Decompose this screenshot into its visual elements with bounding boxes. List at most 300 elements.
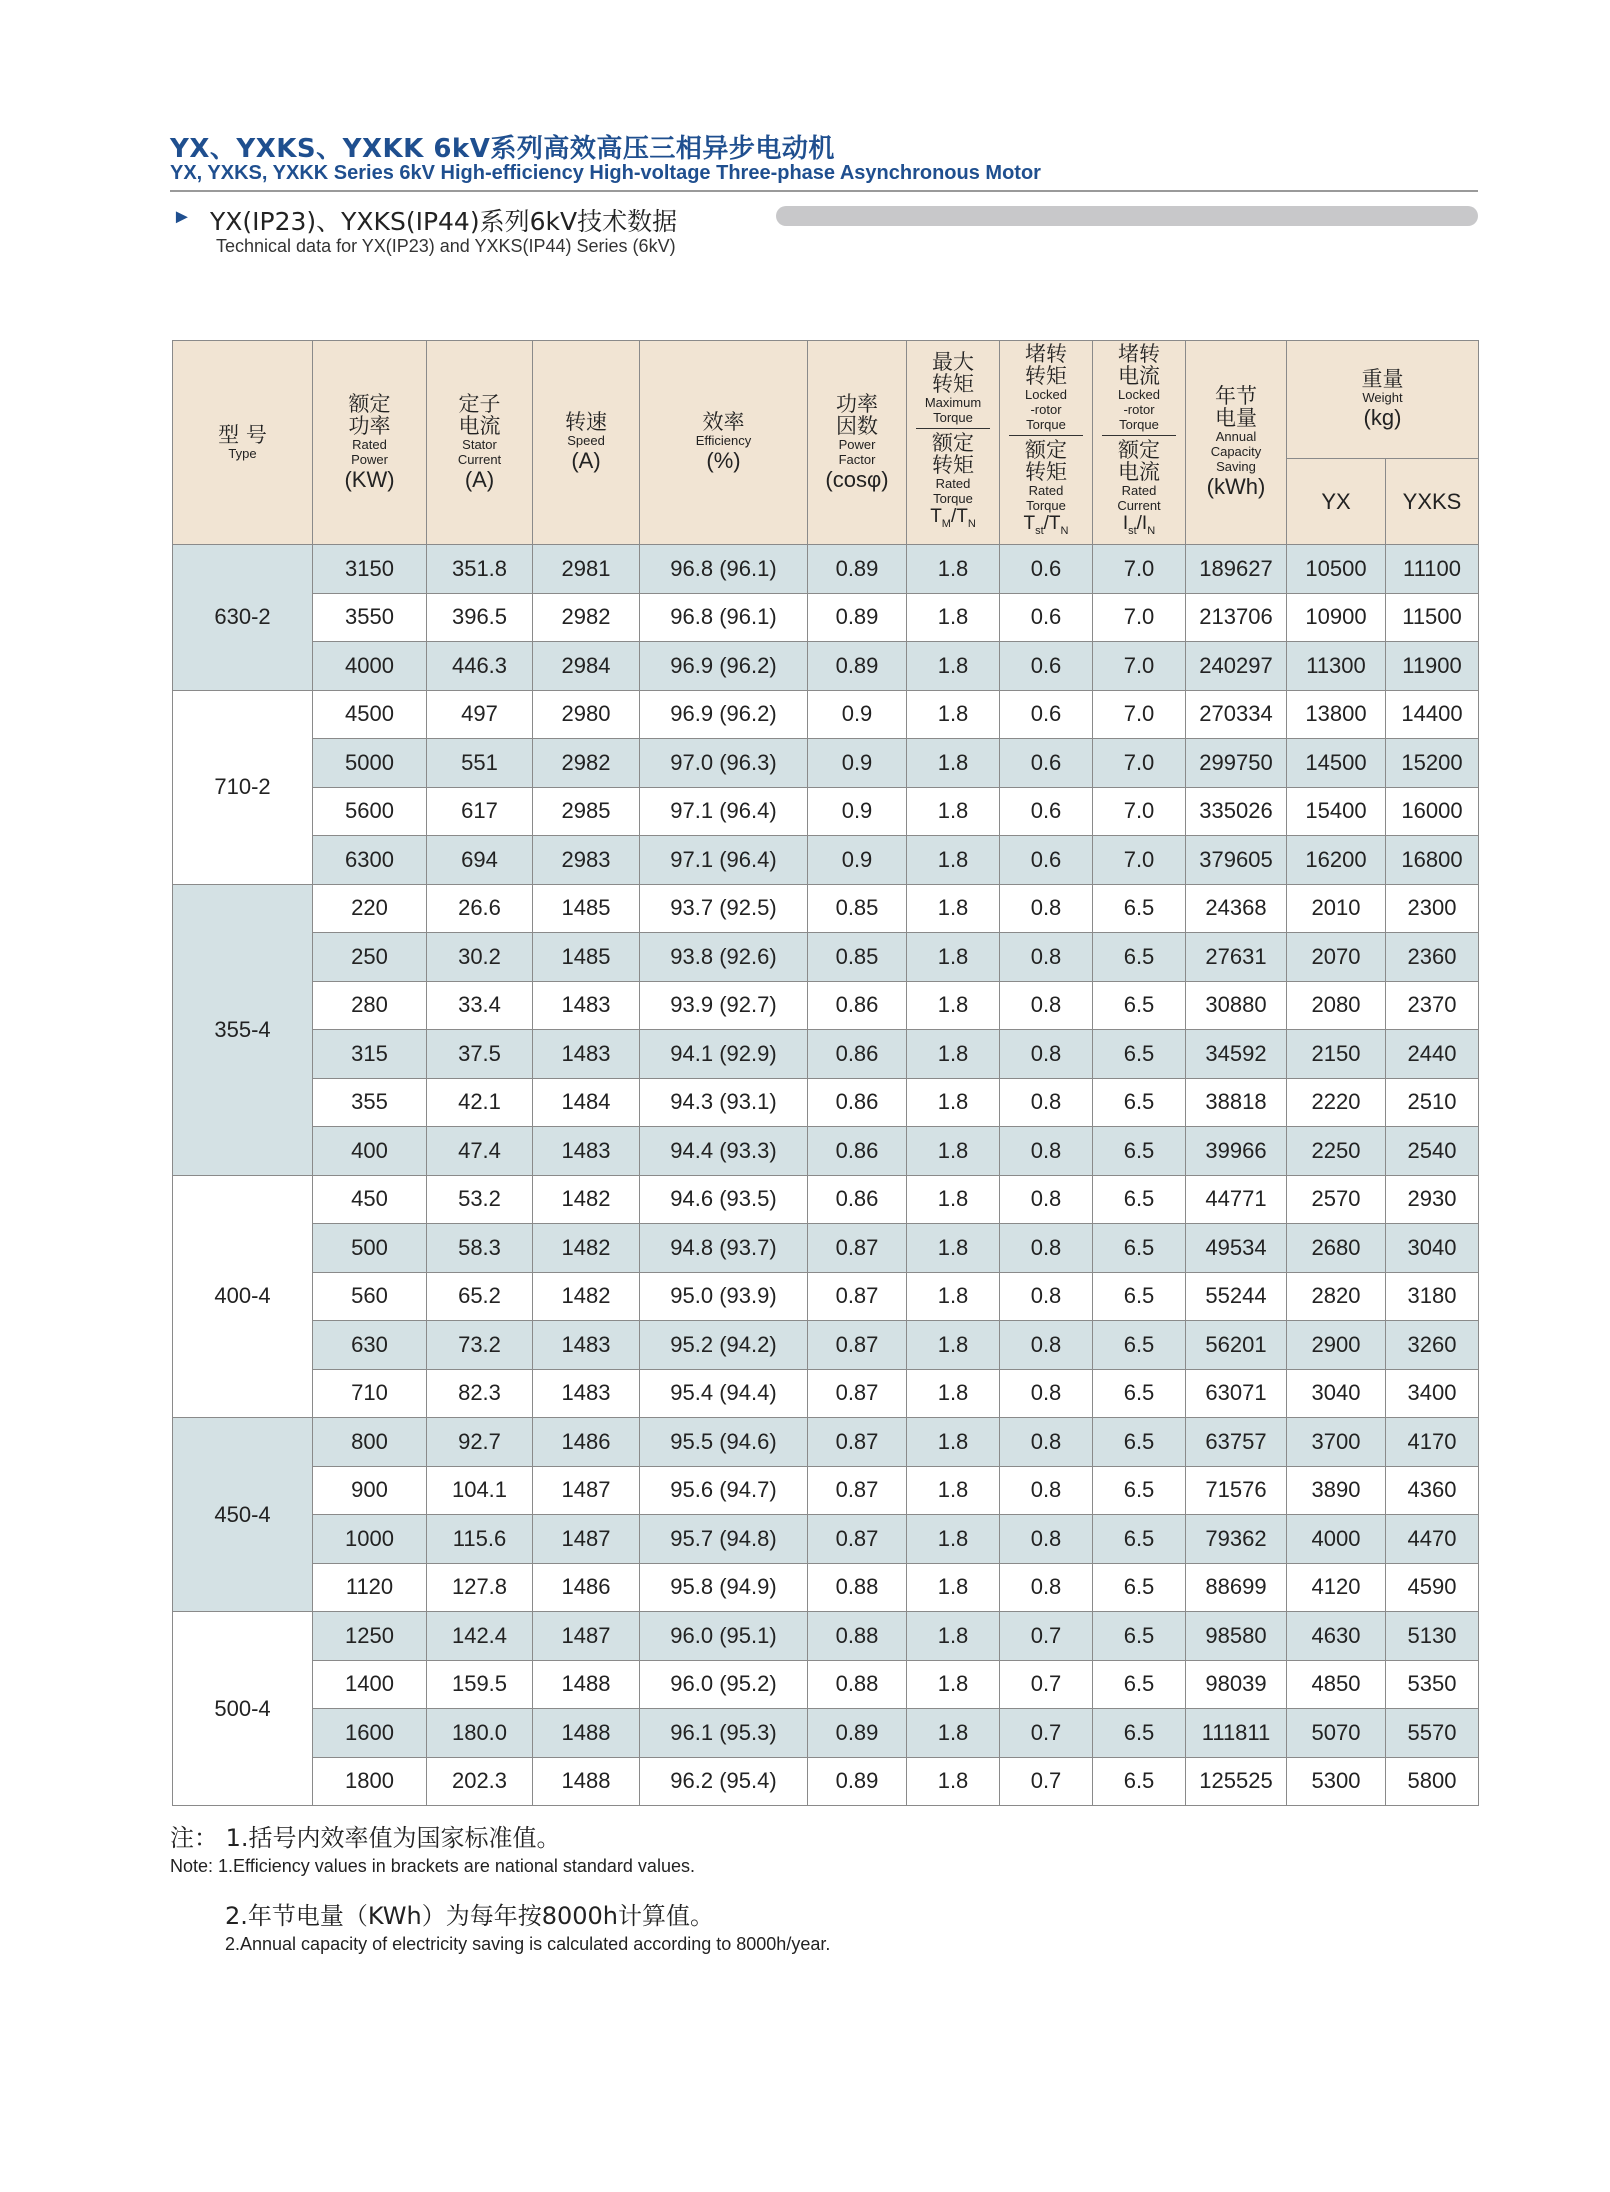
cell-power-factor: 0.87 bbox=[808, 1369, 907, 1418]
cell-annual-saving: 24368 bbox=[1186, 884, 1287, 933]
cell-weight-yxks: 16800 bbox=[1386, 836, 1479, 885]
cell-speed: 1488 bbox=[533, 1709, 640, 1758]
cell-weight-yx: 3890 bbox=[1287, 1466, 1386, 1515]
cell-weight-yxks: 11500 bbox=[1386, 593, 1479, 642]
cell-weight-yx: 13800 bbox=[1287, 690, 1386, 739]
cell-locked-current-ratio: 6.5 bbox=[1093, 933, 1186, 982]
cell-weight-yxks: 2370 bbox=[1386, 981, 1479, 1030]
cell-locked-torque-ratio: 0.8 bbox=[1000, 1563, 1093, 1612]
title-divider bbox=[170, 190, 1478, 192]
cell-power-factor: 0.88 bbox=[808, 1660, 907, 1709]
cell-weight-yx: 4000 bbox=[1287, 1515, 1386, 1564]
cell-max-torque-ratio: 1.8 bbox=[907, 836, 1000, 885]
cell-efficiency: 93.7 (92.5) bbox=[640, 884, 808, 933]
cell-locked-torque-ratio: 0.8 bbox=[1000, 1515, 1093, 1564]
cell-weight-yx: 5300 bbox=[1287, 1757, 1386, 1806]
cell-weight-yxks: 2440 bbox=[1386, 1030, 1479, 1079]
cell-rated-power: 280 bbox=[313, 981, 427, 1030]
header-speed: 转速 Speed (A) bbox=[533, 341, 640, 545]
cell-max-torque-ratio: 1.8 bbox=[907, 1078, 1000, 1127]
cell-max-torque-ratio: 1.8 bbox=[907, 642, 1000, 691]
cell-efficiency: 95.6 (94.7) bbox=[640, 1466, 808, 1515]
note-1-en: Note: 1.Efficiency values in brackets are national standard values. bbox=[170, 1856, 695, 1876]
cell-annual-saving: 55244 bbox=[1186, 1272, 1287, 1321]
cell-annual-saving: 34592 bbox=[1186, 1030, 1287, 1079]
cell-locked-torque-ratio: 0.8 bbox=[1000, 1127, 1093, 1176]
cell-locked-current-ratio: 6.5 bbox=[1093, 1660, 1186, 1709]
cell-power-factor: 0.87 bbox=[808, 1272, 907, 1321]
table-row bbox=[173, 1224, 1479, 1273]
cell-weight-yx: 10900 bbox=[1287, 593, 1386, 642]
cell-max-torque-ratio: 1.8 bbox=[907, 1030, 1000, 1079]
cell-stator-current: 53.2 bbox=[427, 1175, 533, 1224]
cell-locked-torque-ratio: 0.8 bbox=[1000, 1369, 1093, 1418]
cell-efficiency: 96.9 (96.2) bbox=[640, 690, 808, 739]
table-row bbox=[173, 642, 1479, 691]
header-weight: 重量 Weight (kg) bbox=[1287, 341, 1479, 459]
header-locked-current-ratio: 堵转 电流 Locked -rotor Torque 额定 电流 Rated Current $I_{st}/I_N$ bbox=[1093, 341, 1186, 545]
cell-stator-current: 33.4 bbox=[427, 981, 533, 1030]
cell-efficiency: 94.3 (93.1) bbox=[640, 1078, 808, 1127]
cell-efficiency: 95.4 (94.4) bbox=[640, 1369, 808, 1418]
cell-weight-yxks: 2360 bbox=[1386, 933, 1479, 982]
cell-weight-yxks: 5570 bbox=[1386, 1709, 1479, 1758]
cell-max-torque-ratio: 1.8 bbox=[907, 1709, 1000, 1758]
cell-weight-yxks: 2540 bbox=[1386, 1127, 1479, 1176]
cell-weight-yx: 5070 bbox=[1287, 1709, 1386, 1758]
table-row bbox=[173, 1272, 1479, 1321]
cell-efficiency: 94.6 (93.5) bbox=[640, 1175, 808, 1224]
cell-weight-yx: 2010 bbox=[1287, 884, 1386, 933]
type-cell: 630-2 bbox=[173, 545, 313, 691]
cell-stator-current: 180.0 bbox=[427, 1709, 533, 1758]
table-row bbox=[173, 787, 1479, 836]
cell-stator-current: 617 bbox=[427, 787, 533, 836]
cell-locked-torque-ratio: 0.8 bbox=[1000, 981, 1093, 1030]
table-row bbox=[173, 1515, 1479, 1564]
cell-power-factor: 0.87 bbox=[808, 1418, 907, 1467]
cell-efficiency: 96.2 (95.4) bbox=[640, 1757, 808, 1806]
table-row bbox=[173, 1321, 1479, 1370]
cell-annual-saving: 299750 bbox=[1186, 739, 1287, 788]
cell-locked-current-ratio: 6.5 bbox=[1093, 1030, 1186, 1079]
cell-max-torque-ratio: 1.8 bbox=[907, 690, 1000, 739]
cell-speed: 1483 bbox=[533, 1127, 640, 1176]
cell-rated-power: 4500 bbox=[313, 690, 427, 739]
cell-rated-power: 1120 bbox=[313, 1563, 427, 1612]
cell-rated-power: 3150 bbox=[313, 545, 427, 594]
cell-locked-current-ratio: 6.5 bbox=[1093, 1078, 1186, 1127]
cell-efficiency: 96.0 (95.1) bbox=[640, 1612, 808, 1661]
cell-annual-saving: 379605 bbox=[1186, 836, 1287, 885]
cell-locked-torque-ratio: 0.7 bbox=[1000, 1660, 1093, 1709]
cell-power-factor: 0.89 bbox=[808, 642, 907, 691]
cell-weight-yx: 2220 bbox=[1287, 1078, 1386, 1127]
cell-power-factor: 0.87 bbox=[808, 1515, 907, 1564]
cell-rated-power: 1600 bbox=[313, 1709, 427, 1758]
cell-speed: 2982 bbox=[533, 739, 640, 788]
cell-locked-torque-ratio: 0.8 bbox=[1000, 1175, 1093, 1224]
cell-weight-yx: 2070 bbox=[1287, 933, 1386, 982]
cell-efficiency: 97.1 (96.4) bbox=[640, 836, 808, 885]
cell-power-factor: 0.9 bbox=[808, 787, 907, 836]
table-row bbox=[173, 1757, 1479, 1806]
cell-locked-torque-ratio: 0.6 bbox=[1000, 787, 1093, 836]
table-row bbox=[173, 1709, 1479, 1758]
cell-speed: 1488 bbox=[533, 1757, 640, 1806]
cell-locked-current-ratio: 7.0 bbox=[1093, 787, 1186, 836]
header-rated-power: 额定 功率 Rated Power (KW) bbox=[313, 341, 427, 545]
cell-locked-current-ratio: 6.5 bbox=[1093, 1709, 1186, 1758]
cell-stator-current: 82.3 bbox=[427, 1369, 533, 1418]
table-row bbox=[173, 1466, 1479, 1515]
cell-power-factor: 0.88 bbox=[808, 1612, 907, 1661]
cell-speed: 1485 bbox=[533, 933, 640, 982]
cell-efficiency: 93.8 (92.6) bbox=[640, 933, 808, 982]
cell-weight-yxks: 16000 bbox=[1386, 787, 1479, 836]
cell-power-factor: 0.89 bbox=[808, 545, 907, 594]
cell-annual-saving: 56201 bbox=[1186, 1321, 1287, 1370]
note-1-cn: 注： 1.括号内效率值为国家标准值。 bbox=[170, 1824, 561, 1852]
cell-annual-saving: 98580 bbox=[1186, 1612, 1287, 1661]
cell-power-factor: 0.89 bbox=[808, 593, 907, 642]
cell-stator-current: 351.8 bbox=[427, 545, 533, 594]
cell-max-torque-ratio: 1.8 bbox=[907, 787, 1000, 836]
cell-locked-current-ratio: 6.5 bbox=[1093, 1418, 1186, 1467]
cell-annual-saving: 213706 bbox=[1186, 593, 1287, 642]
cell-speed: 1483 bbox=[533, 981, 640, 1030]
cell-weight-yxks: 3400 bbox=[1386, 1369, 1479, 1418]
cell-max-torque-ratio: 1.8 bbox=[907, 739, 1000, 788]
triangle-bullet-icon: ► bbox=[172, 206, 192, 228]
table-row bbox=[173, 545, 1479, 594]
cell-stator-current: 127.8 bbox=[427, 1563, 533, 1612]
cell-power-factor: 0.86 bbox=[808, 1175, 907, 1224]
table-row bbox=[173, 1030, 1479, 1079]
cell-weight-yxks: 3180 bbox=[1386, 1272, 1479, 1321]
cell-stator-current: 142.4 bbox=[427, 1612, 533, 1661]
type-cell: 450-4 bbox=[173, 1418, 313, 1612]
cell-max-torque-ratio: 1.8 bbox=[907, 1321, 1000, 1370]
cell-weight-yx: 4630 bbox=[1287, 1612, 1386, 1661]
cell-rated-power: 220 bbox=[313, 884, 427, 933]
table-row bbox=[173, 1418, 1479, 1467]
cell-rated-power: 800 bbox=[313, 1418, 427, 1467]
header-locked-torque-ratio: 堵转 转矩 Locked -rotor Torque 额定 转矩 Rated Torque $T_{st}/T_N$ bbox=[1000, 341, 1093, 545]
cell-locked-torque-ratio: 0.7 bbox=[1000, 1757, 1093, 1806]
cell-annual-saving: 38818 bbox=[1186, 1078, 1287, 1127]
cell-weight-yx: 2900 bbox=[1287, 1321, 1386, 1370]
cell-rated-power: 4000 bbox=[313, 642, 427, 691]
cell-efficiency: 96.9 (96.2) bbox=[640, 642, 808, 691]
cell-stator-current: 694 bbox=[427, 836, 533, 885]
cell-locked-current-ratio: 6.5 bbox=[1093, 1224, 1186, 1273]
cell-locked-torque-ratio: 0.8 bbox=[1000, 1078, 1093, 1127]
cell-locked-current-ratio: 7.0 bbox=[1093, 545, 1186, 594]
cell-weight-yxks: 5800 bbox=[1386, 1757, 1479, 1806]
cell-locked-current-ratio: 6.5 bbox=[1093, 1321, 1186, 1370]
type-cell: 355-4 bbox=[173, 884, 313, 1175]
cell-power-factor: 0.87 bbox=[808, 1224, 907, 1273]
cell-speed: 1484 bbox=[533, 1078, 640, 1127]
cell-locked-current-ratio: 6.5 bbox=[1093, 884, 1186, 933]
cell-weight-yx: 2680 bbox=[1287, 1224, 1386, 1273]
cell-efficiency: 94.4 (93.3) bbox=[640, 1127, 808, 1176]
cell-stator-current: 446.3 bbox=[427, 642, 533, 691]
cell-speed: 2981 bbox=[533, 545, 640, 594]
cell-max-torque-ratio: 1.8 bbox=[907, 1660, 1000, 1709]
cell-locked-torque-ratio: 0.8 bbox=[1000, 1466, 1093, 1515]
cell-power-factor: 0.86 bbox=[808, 1030, 907, 1079]
cell-weight-yx: 15400 bbox=[1287, 787, 1386, 836]
cell-locked-torque-ratio: 0.8 bbox=[1000, 1272, 1093, 1321]
note-2-cn: 2.年节电量（KWh）为每年按8000h计算值。 bbox=[225, 1902, 715, 1930]
cell-speed: 1486 bbox=[533, 1418, 640, 1467]
type-cell: 710-2 bbox=[173, 690, 313, 884]
cell-speed: 1486 bbox=[533, 1563, 640, 1612]
cell-annual-saving: 79362 bbox=[1186, 1515, 1287, 1564]
cell-locked-torque-ratio: 0.6 bbox=[1000, 690, 1093, 739]
cell-stator-current: 202.3 bbox=[427, 1757, 533, 1806]
cell-efficiency: 93.9 (92.7) bbox=[640, 981, 808, 1030]
cell-locked-torque-ratio: 0.8 bbox=[1000, 1418, 1093, 1467]
cell-locked-current-ratio: 6.5 bbox=[1093, 1127, 1186, 1176]
cell-max-torque-ratio: 1.8 bbox=[907, 545, 1000, 594]
cell-annual-saving: 63757 bbox=[1186, 1418, 1287, 1467]
table-row bbox=[173, 884, 1479, 933]
cell-weight-yxks: 11100 bbox=[1386, 545, 1479, 594]
cell-rated-power: 1000 bbox=[313, 1515, 427, 1564]
cell-rated-power: 6300 bbox=[313, 836, 427, 885]
header-max-torque-ratio: 最大 转矩 Maximum Torque 额定 转矩 Rated Torque $T_M/T_N$ bbox=[907, 341, 1000, 545]
table-row bbox=[173, 1612, 1479, 1661]
table-row bbox=[173, 1127, 1479, 1176]
header-power-factor: 功率 因数 Power Factor (cosφ) bbox=[808, 341, 907, 545]
cell-weight-yxks: 2930 bbox=[1386, 1175, 1479, 1224]
cell-annual-saving: 63071 bbox=[1186, 1369, 1287, 1418]
cell-stator-current: 92.7 bbox=[427, 1418, 533, 1467]
cell-max-torque-ratio: 1.8 bbox=[907, 1418, 1000, 1467]
cell-stator-current: 497 bbox=[427, 690, 533, 739]
cell-locked-torque-ratio: 0.6 bbox=[1000, 642, 1093, 691]
type-cell: 400-4 bbox=[173, 1175, 313, 1418]
cell-max-torque-ratio: 1.8 bbox=[907, 1515, 1000, 1564]
cell-annual-saving: 88699 bbox=[1186, 1563, 1287, 1612]
cell-speed: 2980 bbox=[533, 690, 640, 739]
table-row bbox=[173, 1175, 1479, 1224]
cell-weight-yx: 4850 bbox=[1287, 1660, 1386, 1709]
cell-weight-yxks: 3260 bbox=[1386, 1321, 1479, 1370]
header-annual-saving: 年节 电量 Annual Capacity Saving (kWh) bbox=[1186, 341, 1287, 545]
cell-max-torque-ratio: 1.8 bbox=[907, 1757, 1000, 1806]
cell-annual-saving: 189627 bbox=[1186, 545, 1287, 594]
cell-annual-saving: 240297 bbox=[1186, 642, 1287, 691]
cell-locked-current-ratio: 6.5 bbox=[1093, 1515, 1186, 1564]
cell-max-torque-ratio: 1.8 bbox=[907, 1563, 1000, 1612]
table-row bbox=[173, 1369, 1479, 1418]
cell-locked-current-ratio: 7.0 bbox=[1093, 642, 1186, 691]
cell-rated-power: 710 bbox=[313, 1369, 427, 1418]
cell-rated-power: 400 bbox=[313, 1127, 427, 1176]
cell-weight-yxks: 5130 bbox=[1386, 1612, 1479, 1661]
type-cell: 500-4 bbox=[173, 1612, 313, 1806]
table-row bbox=[173, 690, 1479, 739]
cell-annual-saving: 30880 bbox=[1186, 981, 1287, 1030]
cell-locked-current-ratio: 6.5 bbox=[1093, 1175, 1186, 1224]
cell-efficiency: 96.0 (95.2) bbox=[640, 1660, 808, 1709]
cell-stator-current: 26.6 bbox=[427, 884, 533, 933]
cell-weight-yx: 4120 bbox=[1287, 1563, 1386, 1612]
cell-stator-current: 396.5 bbox=[427, 593, 533, 642]
cell-rated-power: 1250 bbox=[313, 1612, 427, 1661]
cell-max-torque-ratio: 1.8 bbox=[907, 1175, 1000, 1224]
cell-locked-torque-ratio: 0.6 bbox=[1000, 545, 1093, 594]
cell-speed: 1483 bbox=[533, 1030, 640, 1079]
cell-locked-torque-ratio: 0.8 bbox=[1000, 933, 1093, 982]
cell-max-torque-ratio: 1.8 bbox=[907, 1127, 1000, 1176]
cell-locked-torque-ratio: 0.6 bbox=[1000, 739, 1093, 788]
cell-max-torque-ratio: 1.8 bbox=[907, 1272, 1000, 1321]
cell-annual-saving: 270334 bbox=[1186, 690, 1287, 739]
cell-weight-yx: 11300 bbox=[1287, 642, 1386, 691]
table-body bbox=[173, 545, 1479, 1806]
page-title-en: YX, YXKS, YXKK Series 6kV High-efficiency High-voltage Three-phase Asynchronous Motor bbox=[170, 162, 1041, 184]
cell-locked-torque-ratio: 0.8 bbox=[1000, 884, 1093, 933]
cell-efficiency: 94.1 (92.9) bbox=[640, 1030, 808, 1079]
cell-annual-saving: 71576 bbox=[1186, 1466, 1287, 1515]
cell-weight-yx: 2150 bbox=[1287, 1030, 1386, 1079]
cell-stator-current: 42.1 bbox=[427, 1078, 533, 1127]
cell-stator-current: 47.4 bbox=[427, 1127, 533, 1176]
cell-max-torque-ratio: 1.8 bbox=[907, 1224, 1000, 1273]
cell-max-torque-ratio: 1.8 bbox=[907, 884, 1000, 933]
table-row bbox=[173, 1078, 1479, 1127]
cell-speed: 2983 bbox=[533, 836, 640, 885]
cell-power-factor: 0.9 bbox=[808, 739, 907, 788]
cell-locked-torque-ratio: 0.6 bbox=[1000, 836, 1093, 885]
cell-rated-power: 560 bbox=[313, 1272, 427, 1321]
cell-speed: 2985 bbox=[533, 787, 640, 836]
cell-locked-torque-ratio: 0.8 bbox=[1000, 1030, 1093, 1079]
cell-efficiency: 95.5 (94.6) bbox=[640, 1418, 808, 1467]
cell-efficiency: 95.8 (94.9) bbox=[640, 1563, 808, 1612]
cell-weight-yxks: 2510 bbox=[1386, 1078, 1479, 1127]
cell-annual-saving: 111811 bbox=[1186, 1709, 1287, 1758]
cell-annual-saving: 44771 bbox=[1186, 1175, 1287, 1224]
cell-locked-current-ratio: 6.5 bbox=[1093, 1272, 1186, 1321]
cell-weight-yx: 2570 bbox=[1287, 1175, 1386, 1224]
cell-speed: 1483 bbox=[533, 1369, 640, 1418]
cell-weight-yx: 2250 bbox=[1287, 1127, 1386, 1176]
cell-rated-power: 1400 bbox=[313, 1660, 427, 1709]
cell-rated-power: 3550 bbox=[313, 593, 427, 642]
cell-locked-current-ratio: 6.5 bbox=[1093, 1466, 1186, 1515]
cell-locked-torque-ratio: 0.8 bbox=[1000, 1321, 1093, 1370]
cell-efficiency: 95.0 (93.9) bbox=[640, 1272, 808, 1321]
cell-locked-torque-ratio: 0.6 bbox=[1000, 593, 1093, 642]
cell-locked-current-ratio: 6.5 bbox=[1093, 1563, 1186, 1612]
cell-rated-power: 355 bbox=[313, 1078, 427, 1127]
cell-efficiency: 95.2 (94.2) bbox=[640, 1321, 808, 1370]
cell-max-torque-ratio: 1.8 bbox=[907, 1369, 1000, 1418]
cell-speed: 1485 bbox=[533, 884, 640, 933]
page-title-cn: YX、YXKS、YXKK 6kV系列高效高压三相异步电动机 bbox=[170, 134, 835, 164]
cell-annual-saving: 125525 bbox=[1186, 1757, 1287, 1806]
cell-locked-torque-ratio: 0.7 bbox=[1000, 1612, 1093, 1661]
cell-power-factor: 0.86 bbox=[808, 1127, 907, 1176]
section-decor-bar bbox=[776, 206, 1478, 226]
cell-max-torque-ratio: 1.8 bbox=[907, 933, 1000, 982]
cell-stator-current: 104.1 bbox=[427, 1466, 533, 1515]
cell-efficiency: 95.7 (94.8) bbox=[640, 1515, 808, 1564]
cell-power-factor: 0.85 bbox=[808, 933, 907, 982]
cell-stator-current: 551 bbox=[427, 739, 533, 788]
cell-annual-saving: 39966 bbox=[1186, 1127, 1287, 1176]
cell-weight-yx: 14500 bbox=[1287, 739, 1386, 788]
cell-efficiency: 97.0 (96.3) bbox=[640, 739, 808, 788]
cell-power-factor: 0.87 bbox=[808, 1321, 907, 1370]
cell-max-torque-ratio: 1.8 bbox=[907, 1466, 1000, 1515]
header-efficiency: 效率 Efficiency (%) bbox=[640, 341, 808, 545]
cell-max-torque-ratio: 1.8 bbox=[907, 981, 1000, 1030]
cell-speed: 1482 bbox=[533, 1272, 640, 1321]
header-weight-yx: YX bbox=[1287, 459, 1386, 545]
cell-speed: 1482 bbox=[533, 1224, 640, 1273]
table-row bbox=[173, 593, 1479, 642]
cell-locked-current-ratio: 7.0 bbox=[1093, 690, 1186, 739]
cell-weight-yxks: 2300 bbox=[1386, 884, 1479, 933]
cell-power-factor: 0.88 bbox=[808, 1563, 907, 1612]
header-stator-current: 定子 电流 Stator Current (A) bbox=[427, 341, 533, 545]
cell-power-factor: 0.9 bbox=[808, 690, 907, 739]
technical-data-table bbox=[172, 340, 1479, 1806]
cell-efficiency: 96.1 (95.3) bbox=[640, 1709, 808, 1758]
cell-efficiency: 94.8 (93.7) bbox=[640, 1224, 808, 1273]
cell-weight-yxks: 4470 bbox=[1386, 1515, 1479, 1564]
table-row bbox=[173, 933, 1479, 982]
cell-max-torque-ratio: 1.8 bbox=[907, 1612, 1000, 1661]
cell-rated-power: 250 bbox=[313, 933, 427, 982]
cell-locked-current-ratio: 7.0 bbox=[1093, 836, 1186, 885]
cell-weight-yxks: 14400 bbox=[1386, 690, 1479, 739]
cell-speed: 1483 bbox=[533, 1321, 640, 1370]
cell-locked-current-ratio: 7.0 bbox=[1093, 593, 1186, 642]
cell-weight-yxks: 4170 bbox=[1386, 1418, 1479, 1467]
cell-rated-power: 500 bbox=[313, 1224, 427, 1273]
cell-annual-saving: 335026 bbox=[1186, 787, 1287, 836]
cell-weight-yx: 2820 bbox=[1287, 1272, 1386, 1321]
cell-weight-yx: 10500 bbox=[1287, 545, 1386, 594]
cell-power-factor: 0.86 bbox=[808, 1078, 907, 1127]
cell-stator-current: 115.6 bbox=[427, 1515, 533, 1564]
cell-weight-yxks: 15200 bbox=[1386, 739, 1479, 788]
cell-annual-saving: 49534 bbox=[1186, 1224, 1287, 1273]
cell-power-factor: 0.89 bbox=[808, 1757, 907, 1806]
cell-efficiency: 97.1 (96.4) bbox=[640, 787, 808, 836]
cell-weight-yxks: 4590 bbox=[1386, 1563, 1479, 1612]
cell-rated-power: 315 bbox=[313, 1030, 427, 1079]
cell-efficiency: 96.8 (96.1) bbox=[640, 593, 808, 642]
cell-power-factor: 0.85 bbox=[808, 884, 907, 933]
header-type: 型 号 Type bbox=[173, 341, 313, 545]
cell-speed: 2984 bbox=[533, 642, 640, 691]
cell-weight-yx: 3040 bbox=[1287, 1369, 1386, 1418]
cell-rated-power: 630 bbox=[313, 1321, 427, 1370]
cell-locked-current-ratio: 7.0 bbox=[1093, 739, 1186, 788]
cell-weight-yx: 2080 bbox=[1287, 981, 1386, 1030]
cell-rated-power: 450 bbox=[313, 1175, 427, 1224]
cell-annual-saving: 27631 bbox=[1186, 933, 1287, 982]
